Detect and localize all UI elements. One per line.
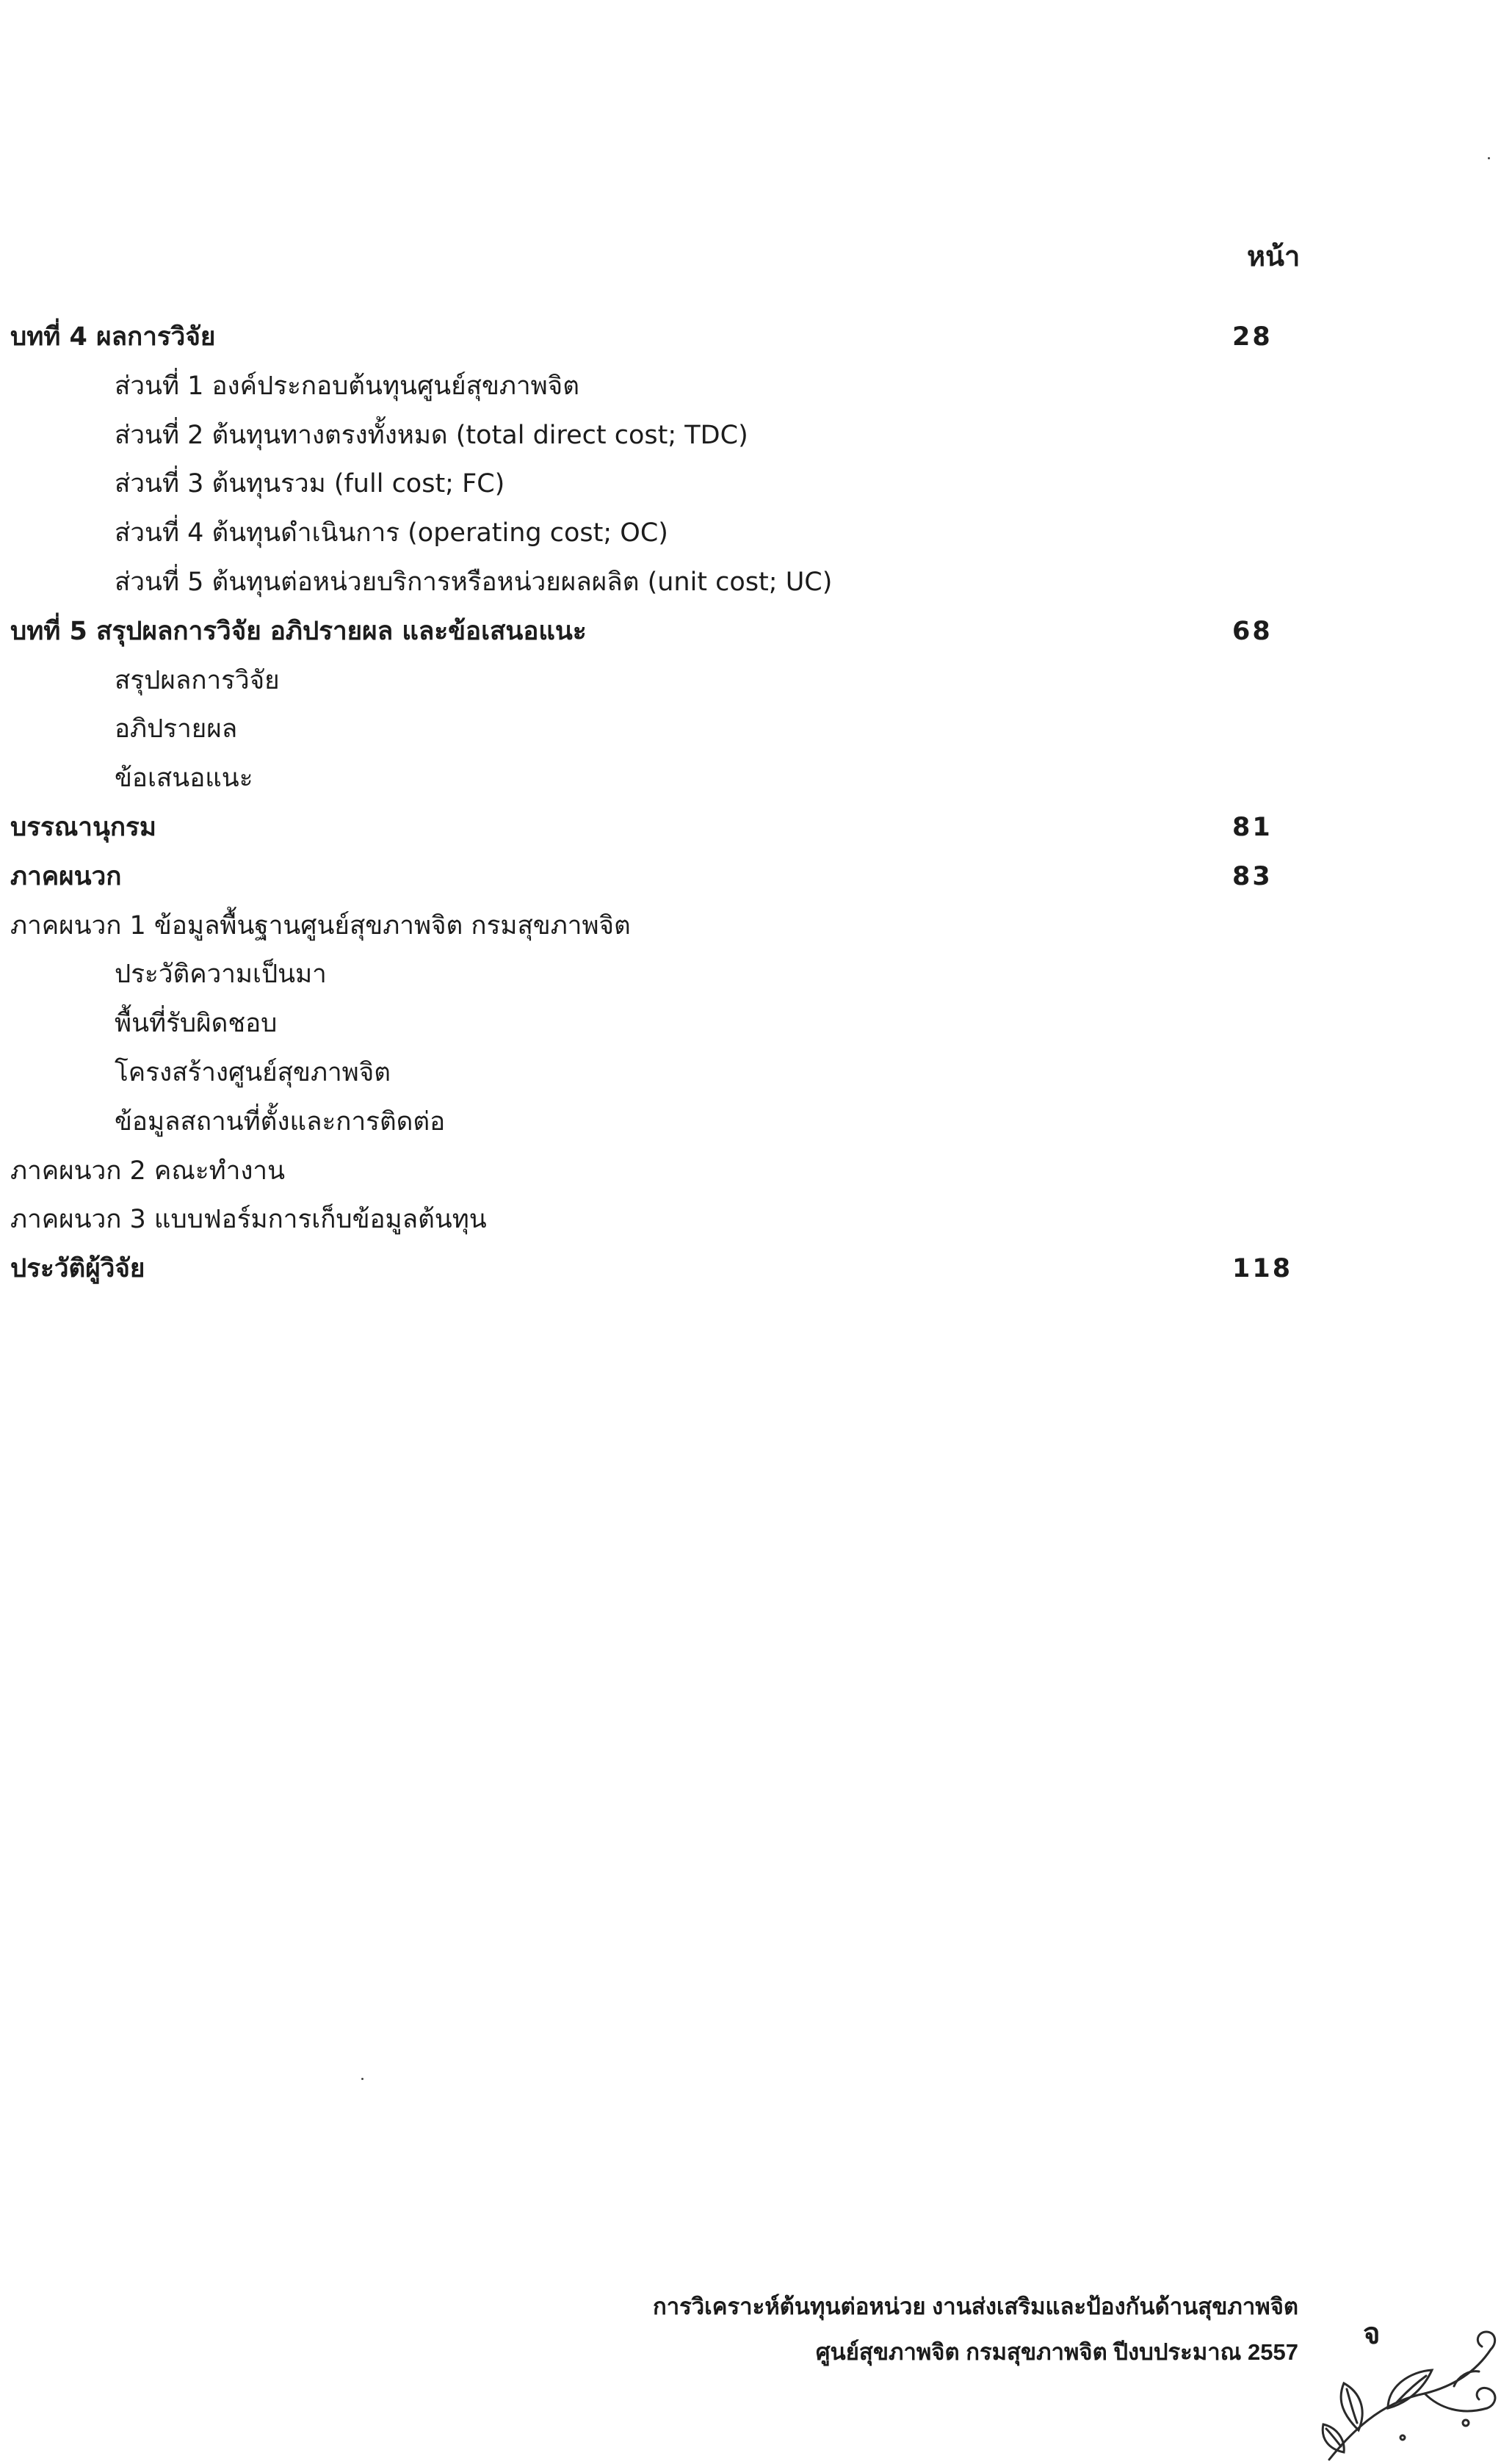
- toc-subentry: [115, 754, 253, 802]
- toc-entry-title: ส่วนที่ 5 ต้นทุนต่อหน่วยบริการหรือหน่วยผลผลิต (unit cost; UC): [115, 568, 833, 597]
- toc-subentry: [115, 509, 668, 557]
- toc-entry: [10, 1244, 1293, 1293]
- scan-speck: [1488, 157, 1490, 159]
- toc-entry: [10, 607, 1273, 656]
- toc-entry-title: บรรณานุกรม: [10, 813, 156, 842]
- toc-entry-title: ข้อเสนอแนะ: [115, 764, 253, 793]
- toc-entry-title: ข้อมูลสถานที่ตั้งและการติดต่อ: [115, 1107, 446, 1137]
- toc-entry-title: ภาคผนวก: [10, 862, 122, 891]
- toc-entry-page-number: 118: [1232, 1254, 1293, 1283]
- footer-title: การวิเคราะห์ต้นทุนต่อหน่วย งานส่งเสริมและป้องกันด้านสุขภาพจิต: [652, 2294, 1298, 2319]
- toc-entry-title: ภาคผนวก 3 แบบฟอร์มการเก็บข้อมูลต้นทุน: [10, 1205, 487, 1234]
- toc-entry-title: อภิปรายผล: [115, 714, 238, 744]
- page-number-mark: จ: [1363, 2317, 1381, 2351]
- toc-subentry: [115, 705, 237, 753]
- toc-entry-title: ภาคผนวก 1 ข้อมูลพื้นฐานศูนย์สุขภาพจิต กรมสุขภาพจิต: [10, 911, 631, 941]
- toc-entry-title: บทที่ 5 สรุปผลการวิจัย อภิปรายผล และข้อเสนอแนะ: [10, 617, 587, 646]
- toc-entry: [10, 852, 1273, 901]
- scan-speck: [361, 2078, 364, 2080]
- toc-entry-page-number: 28: [1232, 322, 1273, 352]
- toc-entry-page-number: 83: [1232, 862, 1273, 891]
- toc-entry-title: ภาคผนวก 2 คณะทำงาน: [10, 1156, 286, 1186]
- toc-entry-page-number: 68: [1232, 617, 1273, 646]
- toc-entry: [10, 313, 1273, 361]
- toc-subentry: [115, 460, 504, 508]
- toc-entry-title: โครงสร้างศูนย์สุขภาพจิต: [115, 1058, 391, 1087]
- toc-entry: [10, 1147, 285, 1195]
- toc-subentry: [115, 999, 277, 1048]
- toc-subentry: [115, 1098, 445, 1146]
- toc-entry-title: ส่วนที่ 1 องค์ประกอบต้นทุนศูนย์สุขภาพจิต: [115, 372, 579, 401]
- page-column-label: หน้า: [1247, 240, 1301, 272]
- toc-entry: [10, 1195, 487, 1244]
- toc-entry-title: ประวัติผู้วิจัย: [10, 1254, 145, 1283]
- toc-subentry: [115, 656, 280, 705]
- toc-entry-title: สรุปผลการวิจัย: [115, 666, 280, 695]
- toc-entry-title: ประวัติความเป็นมา: [115, 960, 327, 989]
- toc-subentry: [115, 558, 832, 606]
- footer-subtitle: ศูนย์สุขภาพจิต กรมสุขภาพจิต ปีงบประมาณ 2557: [815, 2339, 1298, 2365]
- toc-entry-page-number: 81: [1232, 813, 1273, 842]
- toc-entry: [10, 803, 1273, 852]
- toc-entry-title: ส่วนที่ 3 ต้นทุนรวม (full cost; FC): [115, 469, 505, 499]
- floral-ornament-icon: [1314, 2313, 1501, 2464]
- toc-subentry: [115, 1048, 391, 1097]
- toc-subentry: [115, 411, 748, 460]
- toc-entry-title: บทที่ 4 ผลการวิจัย: [10, 322, 216, 352]
- toc-entry: [10, 902, 631, 950]
- toc-entry-title: ส่วนที่ 2 ต้นทุนทางตรงทั้งหมด (total direct cost; TDC): [115, 421, 748, 450]
- toc-entry-title: พื้นที่รับผิดชอบ: [115, 1009, 278, 1038]
- toc-entry-title: ส่วนที่ 4 ต้นทุนดำเนินการ (operating cost; OC): [115, 518, 668, 548]
- toc-subentry: [115, 362, 579, 410]
- toc-subentry: [115, 950, 327, 999]
